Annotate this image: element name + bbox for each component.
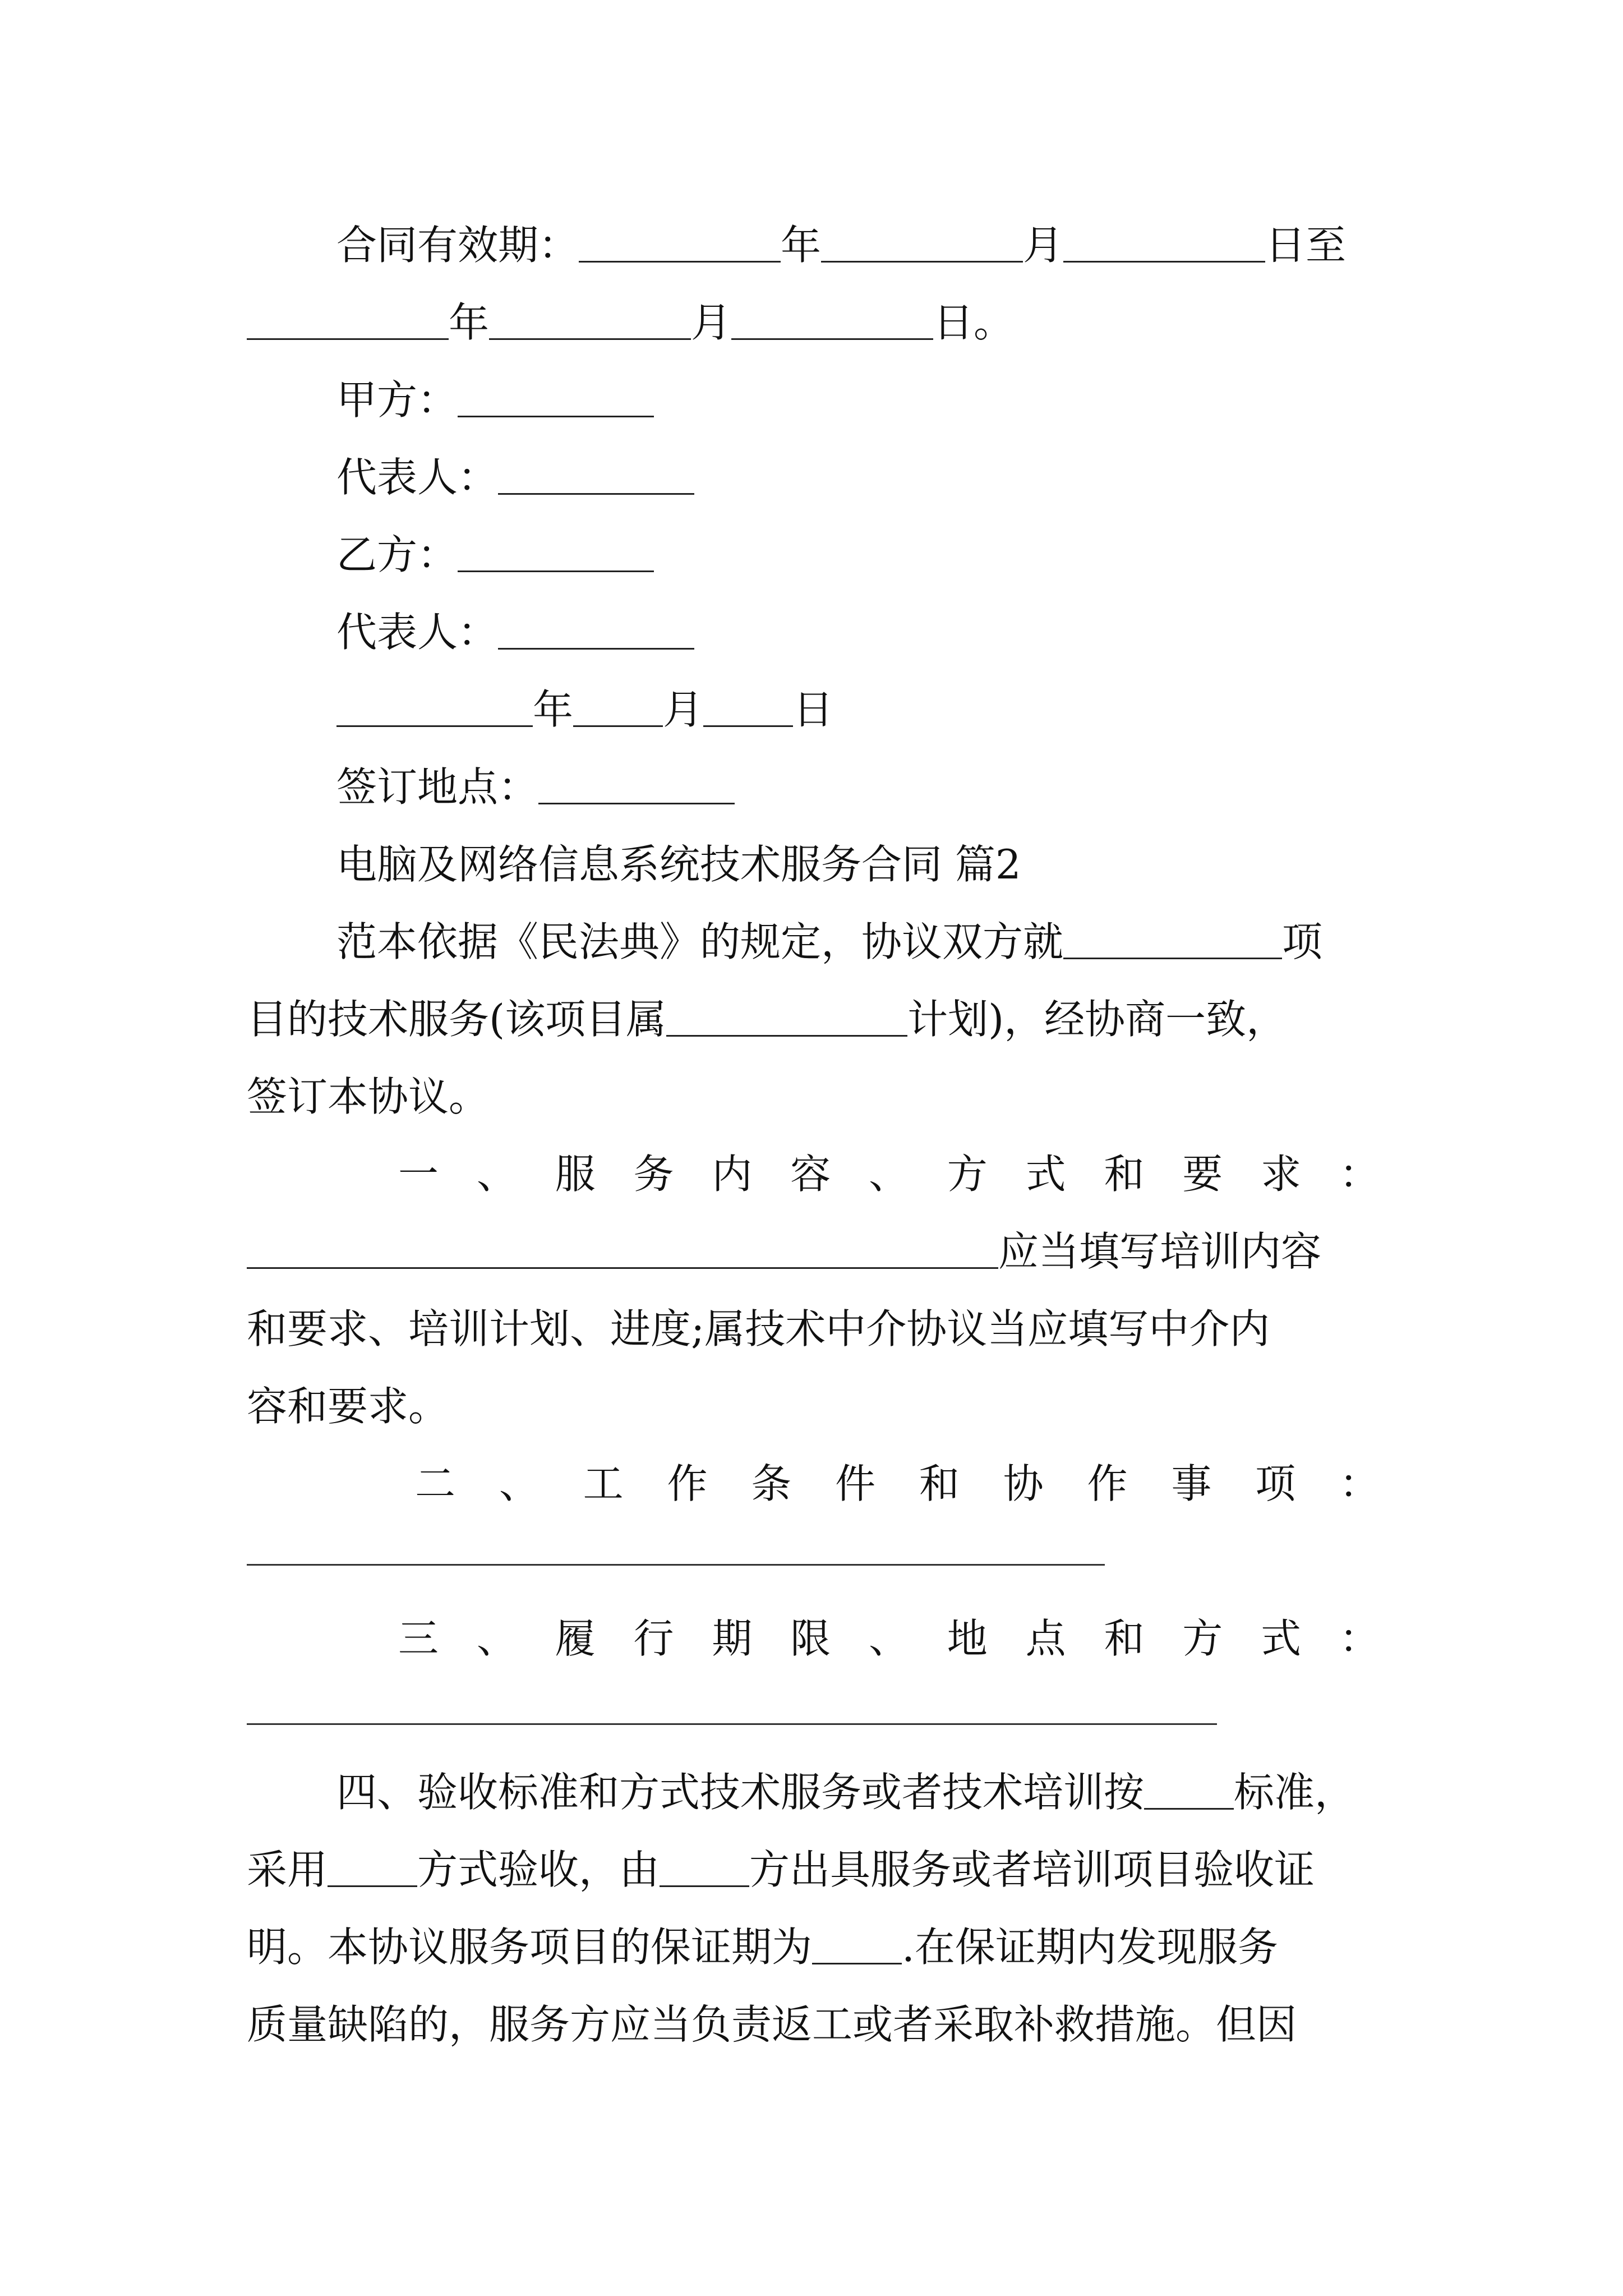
blank-field[interactable] (573, 686, 663, 727)
validity-line-2 (247, 297, 1014, 348)
blank-field[interactable] (666, 996, 907, 1037)
text: 项 (1282, 918, 1323, 965)
heading-char: 地 (947, 1615, 988, 1662)
text: 应当填写培训内容 (998, 1228, 1322, 1275)
heading-char: 要 (1182, 1151, 1223, 1198)
party-b-line (336, 530, 654, 580)
blank-field[interactable] (821, 222, 1023, 263)
heading-char: 点 (1025, 1615, 1066, 1662)
heading-char: 务 (633, 1151, 674, 1198)
blank-field[interactable] (458, 376, 654, 417)
text: .在保证期内发现服务 (902, 1924, 1278, 1971)
heading-char: 求 (1261, 1151, 1302, 1198)
heading-char: 作 (1087, 1460, 1128, 1507)
blank-field[interactable] (489, 299, 691, 340)
heading-char: 、 (476, 1615, 517, 1662)
party-a-line (336, 375, 654, 425)
month-label: 月 (1023, 222, 1064, 269)
blank-field[interactable] (247, 299, 449, 340)
heading-1-line-3: 和要求、培训计划、进度;属技术中介协议当应填写中介内 (247, 1305, 1270, 1352)
text: 四、验收标准和方式技术服务或者技术培训按 (336, 1769, 1145, 1816)
heading-char: 、 (476, 1151, 517, 1198)
heading-char: 作 (667, 1460, 708, 1507)
blank-field[interactable] (538, 763, 735, 804)
blank-field[interactable] (731, 299, 933, 340)
year-label: 年 (449, 299, 490, 346)
heading-char: 工 (583, 1460, 624, 1507)
year-label: 年 (781, 222, 822, 269)
validity-line-1 (336, 220, 1346, 270)
heading-char: 、 (499, 1460, 540, 1507)
heading-char: 限 (790, 1615, 831, 1662)
heading-char: 、 (868, 1615, 909, 1662)
paragraph-1-line-1 (336, 917, 1322, 967)
blank-field[interactable] (328, 1846, 417, 1887)
party-a-label: 甲方： (336, 376, 458, 424)
text: 采用 (247, 1846, 328, 1893)
section-title: 电脑及网络信息系统技术服务合同 篇2 (336, 841, 1021, 888)
heading-char: 履 (555, 1615, 596, 1662)
heading-char: 二 (415, 1460, 456, 1507)
blank-field[interactable] (660, 1846, 749, 1887)
heading-char: 项 (1255, 1460, 1296, 1507)
heading-char: 和 (919, 1460, 960, 1507)
heading-char: 容 (790, 1151, 831, 1198)
month-label: 月 (691, 299, 732, 346)
paragraph-4-line-3 (247, 1922, 1278, 1972)
heading-char: ： (1339, 1460, 1380, 1507)
heading-char: 方 (947, 1151, 988, 1198)
heading-char: 行 (633, 1615, 674, 1662)
blank-field[interactable] (336, 686, 533, 727)
text: 方出具服务或者培训项目验收证 (749, 1846, 1315, 1893)
blank-field[interactable] (1144, 1769, 1234, 1810)
sign-place-line (336, 762, 735, 812)
heading-char: 期 (712, 1615, 753, 1662)
validity-label: 合同有效期： (336, 222, 579, 269)
blank-line[interactable] (247, 1564, 1105, 1566)
text: 计划)，经协商一致， (907, 996, 1287, 1043)
heading-char: 条 (751, 1460, 792, 1507)
heading-char: 式 (1261, 1615, 1302, 1662)
blank-field[interactable] (498, 454, 694, 495)
blank-field[interactable] (458, 531, 654, 572)
heading-2 (247, 1458, 1380, 1509)
blank-field[interactable] (247, 1228, 998, 1269)
heading-char: 、 (868, 1151, 909, 1198)
heading-1 (247, 1149, 1380, 1199)
blank-field[interactable] (498, 609, 694, 650)
party-b-label: 乙方： (336, 531, 458, 578)
blank-field[interactable] (812, 1924, 902, 1964)
text: 目的技术服务(该项目属 (247, 996, 667, 1043)
heading-char: 式 (1025, 1151, 1066, 1198)
heading-char: 一 (398, 1151, 439, 1198)
blank-field[interactable] (1063, 918, 1282, 959)
text: 范本依据《民法典》的规定，协议双方就 (336, 918, 1064, 965)
blank-field[interactable] (579, 222, 781, 263)
text: 标准， (1234, 1769, 1355, 1816)
text: 明。本协议服务项目的保证期为 (247, 1924, 813, 1971)
text: 方式验收，由 (417, 1846, 660, 1893)
paragraph-4-line-1 (336, 1767, 1355, 1818)
paragraph-4-line-2 (247, 1844, 1315, 1895)
heading-char: 协 (1003, 1460, 1044, 1507)
heading-char: 事 (1171, 1460, 1212, 1507)
paragraph-1-line-2 (247, 994, 1287, 1045)
heading-char: 三 (398, 1615, 439, 1662)
heading-1-line-2 (247, 1226, 1321, 1277)
heading-1-line-4: 容和要求。 (247, 1383, 449, 1430)
heading-char: 方 (1182, 1615, 1223, 1662)
rep-a-label: 代表人： (336, 454, 499, 501)
paragraph-4-line-4: 质量缺陷的，服务方应当负责返工或者采取补救措施。但因 (247, 2001, 1297, 2048)
blank-field[interactable] (703, 686, 793, 727)
year-label: 年 (533, 686, 574, 733)
blank-line[interactable] (247, 1723, 1217, 1725)
heading-char: 服 (555, 1151, 596, 1198)
month-label: 月 (663, 686, 704, 733)
blank-field[interactable] (1063, 222, 1265, 263)
heading-char: ： (1339, 1151, 1380, 1198)
heading-char: 件 (835, 1460, 876, 1507)
day-label: 日 (793, 686, 834, 733)
sign-date-line (336, 684, 833, 735)
rep-a-line (336, 452, 694, 503)
sign-place-label: 签订地点： (336, 763, 539, 811)
heading-char: 和 (1104, 1151, 1145, 1198)
heading-char: 内 (712, 1151, 753, 1198)
heading-char: ： (1339, 1615, 1380, 1662)
rep-b-label: 代表人： (336, 609, 499, 656)
heading-char: 和 (1104, 1615, 1145, 1662)
rep-b-line (336, 607, 694, 657)
paragraph-1-line-3: 签订本协议。 (247, 1073, 490, 1120)
heading-3 (247, 1613, 1380, 1664)
day-label: 日。 (933, 299, 1015, 346)
day-label: 日至 (1265, 222, 1347, 269)
